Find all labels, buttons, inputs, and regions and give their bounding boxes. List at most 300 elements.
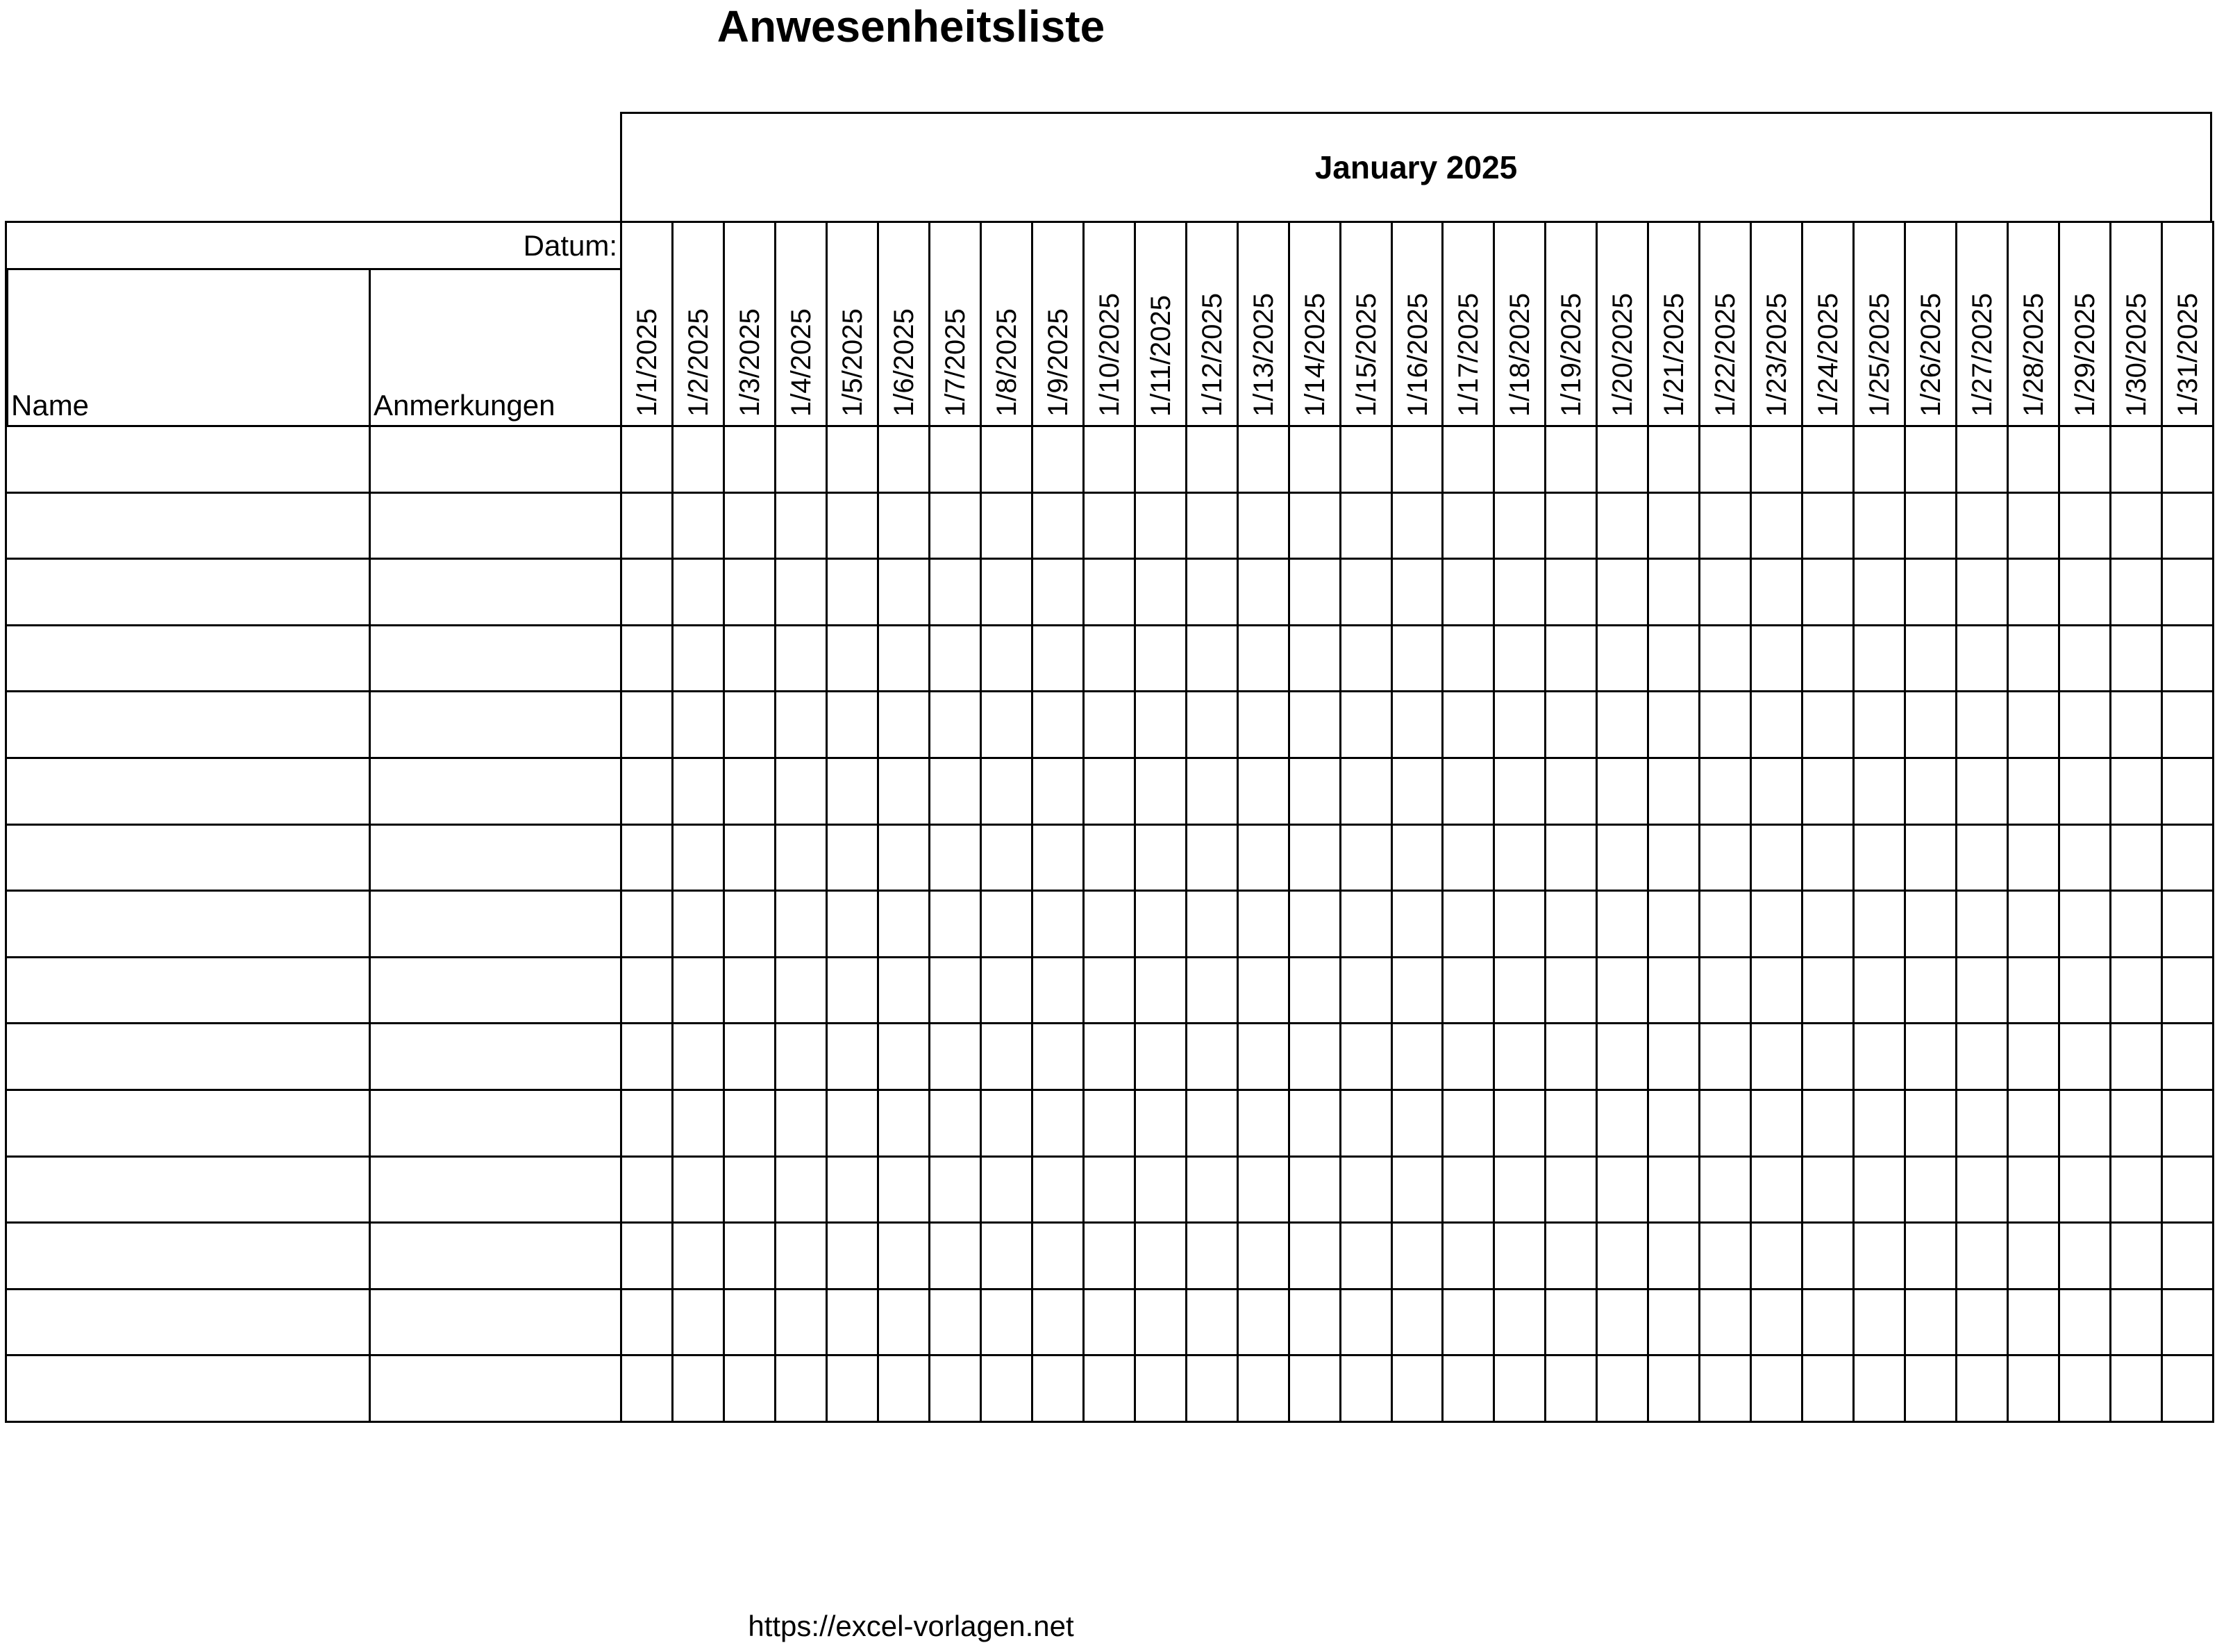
- attendance-cell[interactable]: [1391, 624, 1444, 693]
- attendance-cell[interactable]: [2007, 1354, 2060, 1423]
- attendance-cell[interactable]: [1288, 1221, 1341, 1290]
- attendance-cell[interactable]: [2058, 1089, 2111, 1158]
- attendance-cell[interactable]: [1391, 757, 1444, 826]
- attendance-cell[interactable]: [2109, 956, 2163, 1025]
- attendance-cell[interactable]: [877, 1354, 930, 1423]
- attendance-cell[interactable]: [1237, 890, 1290, 958]
- attendance-cell[interactable]: [1082, 1288, 1136, 1357]
- attendance-cell[interactable]: [723, 890, 776, 958]
- attendance-cell[interactable]: [1441, 956, 1495, 1025]
- attendance-cell[interactable]: [1596, 624, 1649, 693]
- attendance-cell[interactable]: [1955, 624, 2009, 693]
- notes-cell[interactable]: [369, 690, 622, 759]
- attendance-cell[interactable]: [1596, 1155, 1649, 1224]
- attendance-cell[interactable]: [1955, 1221, 2009, 1290]
- attendance-cell[interactable]: [1647, 1221, 1700, 1290]
- attendance-cell[interactable]: [1852, 956, 1906, 1025]
- attendance-cell[interactable]: [1391, 425, 1444, 494]
- attendance-cell[interactable]: [1288, 1354, 1341, 1423]
- attendance-cell[interactable]: [1647, 425, 1700, 494]
- notes-cell[interactable]: [369, 1221, 622, 1290]
- attendance-cell[interactable]: [2007, 492, 2060, 560]
- attendance-cell[interactable]: [1544, 1022, 1598, 1091]
- attendance-cell[interactable]: [1852, 757, 1906, 826]
- attendance-cell[interactable]: [1801, 757, 1855, 826]
- attendance-cell[interactable]: [2161, 824, 2214, 892]
- attendance-cell[interactable]: [1391, 558, 1444, 626]
- attendance-cell[interactable]: [877, 425, 930, 494]
- attendance-cell[interactable]: [1185, 1089, 1239, 1158]
- attendance-cell[interactable]: [877, 690, 930, 759]
- attendance-cell[interactable]: [774, 824, 828, 892]
- attendance-cell[interactable]: [877, 956, 930, 1025]
- attendance-cell[interactable]: [620, 956, 674, 1025]
- attendance-cell[interactable]: [877, 757, 930, 826]
- attendance-cell[interactable]: [2007, 624, 2060, 693]
- attendance-cell[interactable]: [1441, 558, 1495, 626]
- attendance-cell[interactable]: [980, 1288, 1033, 1357]
- attendance-cell[interactable]: [1185, 624, 1239, 693]
- attendance-cell[interactable]: [671, 1288, 725, 1357]
- attendance-cell[interactable]: [1288, 1288, 1341, 1357]
- attendance-cell[interactable]: [1288, 1022, 1341, 1091]
- attendance-cell[interactable]: [1237, 425, 1290, 494]
- attendance-cell[interactable]: [826, 425, 879, 494]
- attendance-cell[interactable]: [877, 1022, 930, 1091]
- attendance-cell[interactable]: [1698, 690, 1752, 759]
- attendance-cell[interactable]: [1441, 1288, 1495, 1357]
- attendance-cell[interactable]: [1339, 1288, 1393, 1357]
- attendance-cell[interactable]: [774, 1354, 828, 1423]
- attendance-cell[interactable]: [2007, 890, 2060, 958]
- attendance-cell[interactable]: [723, 1089, 776, 1158]
- attendance-cell[interactable]: [1134, 624, 1187, 693]
- attendance-cell[interactable]: [1596, 1221, 1649, 1290]
- attendance-cell[interactable]: [1185, 492, 1239, 560]
- attendance-cell[interactable]: [1391, 1354, 1444, 1423]
- attendance-cell[interactable]: [1441, 1221, 1495, 1290]
- attendance-cell[interactable]: [877, 492, 930, 560]
- attendance-cell[interactable]: [1391, 1221, 1444, 1290]
- attendance-cell[interactable]: [1288, 1089, 1341, 1158]
- attendance-cell[interactable]: [1852, 824, 1906, 892]
- attendance-cell[interactable]: [1134, 1354, 1187, 1423]
- attendance-cell[interactable]: [1801, 1288, 1855, 1357]
- attendance-cell[interactable]: [1441, 824, 1495, 892]
- attendance-cell[interactable]: [2161, 956, 2214, 1025]
- attendance-cell[interactable]: [1801, 1354, 1855, 1423]
- attendance-cell[interactable]: [1185, 757, 1239, 826]
- attendance-cell[interactable]: [1031, 1089, 1085, 1158]
- attendance-cell[interactable]: [774, 890, 828, 958]
- attendance-cell[interactable]: [2058, 824, 2111, 892]
- attendance-cell[interactable]: [1134, 956, 1187, 1025]
- attendance-cell[interactable]: [1493, 956, 1546, 1025]
- attendance-cell[interactable]: [671, 824, 725, 892]
- attendance-cell[interactable]: [1544, 425, 1598, 494]
- name-cell[interactable]: [5, 425, 371, 494]
- attendance-cell[interactable]: [1237, 824, 1290, 892]
- attendance-cell[interactable]: [1904, 690, 1957, 759]
- attendance-cell[interactable]: [2109, 558, 2163, 626]
- attendance-cell[interactable]: [1339, 757, 1393, 826]
- attendance-cell[interactable]: [671, 1354, 725, 1423]
- attendance-cell[interactable]: [980, 824, 1033, 892]
- attendance-cell[interactable]: [1031, 690, 1085, 759]
- attendance-cell[interactable]: [1288, 425, 1341, 494]
- attendance-cell[interactable]: [928, 1089, 982, 1158]
- attendance-cell[interactable]: [2109, 1089, 2163, 1158]
- attendance-cell[interactable]: [826, 1221, 879, 1290]
- attendance-cell[interactable]: [1134, 1022, 1187, 1091]
- notes-cell[interactable]: [369, 1288, 622, 1357]
- attendance-cell[interactable]: [1852, 1089, 1906, 1158]
- attendance-cell[interactable]: [671, 492, 725, 560]
- attendance-cell[interactable]: [1698, 890, 1752, 958]
- attendance-cell[interactable]: [1391, 492, 1444, 560]
- attendance-cell[interactable]: [1955, 425, 2009, 494]
- attendance-cell[interactable]: [2109, 624, 2163, 693]
- attendance-cell[interactable]: [620, 690, 674, 759]
- attendance-cell[interactable]: [1082, 1089, 1136, 1158]
- attendance-cell[interactable]: [1801, 558, 1855, 626]
- name-cell[interactable]: [5, 1221, 371, 1290]
- attendance-cell[interactable]: [723, 1221, 776, 1290]
- attendance-cell[interactable]: [723, 757, 776, 826]
- attendance-cell[interactable]: [774, 690, 828, 759]
- attendance-cell[interactable]: [1698, 956, 1752, 1025]
- attendance-cell[interactable]: [1339, 824, 1393, 892]
- notes-cell[interactable]: [369, 824, 622, 892]
- attendance-cell[interactable]: [1596, 1022, 1649, 1091]
- attendance-cell[interactable]: [928, 558, 982, 626]
- attendance-cell[interactable]: [928, 425, 982, 494]
- name-cell[interactable]: [5, 956, 371, 1025]
- attendance-cell[interactable]: [1237, 690, 1290, 759]
- attendance-cell[interactable]: [2109, 690, 2163, 759]
- attendance-cell[interactable]: [1288, 757, 1341, 826]
- attendance-cell[interactable]: [980, 1221, 1033, 1290]
- attendance-cell[interactable]: [1031, 1221, 1085, 1290]
- attendance-cell[interactable]: [928, 1288, 982, 1357]
- attendance-cell[interactable]: [2161, 425, 2214, 494]
- attendance-cell[interactable]: [723, 558, 776, 626]
- attendance-cell[interactable]: [2161, 757, 2214, 826]
- attendance-cell[interactable]: [1647, 1354, 1700, 1423]
- attendance-cell[interactable]: [980, 890, 1033, 958]
- attendance-cell[interactable]: [1596, 492, 1649, 560]
- attendance-cell[interactable]: [1801, 1022, 1855, 1091]
- attendance-cell[interactable]: [980, 425, 1033, 494]
- attendance-cell[interactable]: [1185, 1354, 1239, 1423]
- attendance-cell[interactable]: [1339, 1022, 1393, 1091]
- attendance-cell[interactable]: [723, 492, 776, 560]
- attendance-cell[interactable]: [826, 492, 879, 560]
- attendance-cell[interactable]: [1031, 1022, 1085, 1091]
- attendance-cell[interactable]: [671, 1022, 725, 1091]
- attendance-cell[interactable]: [1288, 492, 1341, 560]
- attendance-cell[interactable]: [2058, 425, 2111, 494]
- attendance-cell[interactable]: [1698, 757, 1752, 826]
- attendance-cell[interactable]: [2007, 956, 2060, 1025]
- attendance-cell[interactable]: [1955, 890, 2009, 958]
- attendance-cell[interactable]: [928, 757, 982, 826]
- attendance-cell[interactable]: [774, 425, 828, 494]
- attendance-cell[interactable]: [1441, 492, 1495, 560]
- attendance-cell[interactable]: [1852, 1288, 1906, 1357]
- name-cell[interactable]: [5, 890, 371, 958]
- attendance-cell[interactable]: [1955, 824, 2009, 892]
- attendance-cell[interactable]: [980, 624, 1033, 693]
- attendance-cell[interactable]: [1750, 757, 1803, 826]
- attendance-cell[interactable]: [928, 1155, 982, 1224]
- attendance-cell[interactable]: [877, 1288, 930, 1357]
- attendance-cell[interactable]: [980, 690, 1033, 759]
- attendance-cell[interactable]: [2161, 890, 2214, 958]
- attendance-cell[interactable]: [1441, 624, 1495, 693]
- attendance-cell[interactable]: [1544, 624, 1598, 693]
- attendance-cell[interactable]: [1904, 1288, 1957, 1357]
- attendance-cell[interactable]: [1185, 1155, 1239, 1224]
- attendance-cell[interactable]: [826, 890, 879, 958]
- attendance-cell[interactable]: [1493, 425, 1546, 494]
- attendance-cell[interactable]: [1082, 558, 1136, 626]
- attendance-cell[interactable]: [620, 1022, 674, 1091]
- attendance-cell[interactable]: [1441, 890, 1495, 958]
- attendance-cell[interactable]: [1955, 1155, 2009, 1224]
- attendance-cell[interactable]: [723, 425, 776, 494]
- attendance-cell[interactable]: [2007, 558, 2060, 626]
- attendance-cell[interactable]: [1698, 1022, 1752, 1091]
- attendance-cell[interactable]: [1082, 956, 1136, 1025]
- attendance-cell[interactable]: [1031, 624, 1085, 693]
- attendance-cell[interactable]: [1493, 757, 1546, 826]
- attendance-cell[interactable]: [1082, 757, 1136, 826]
- attendance-cell[interactable]: [620, 1089, 674, 1158]
- notes-cell[interactable]: [369, 492, 622, 560]
- attendance-cell[interactable]: [1698, 425, 1752, 494]
- attendance-cell[interactable]: [1647, 558, 1700, 626]
- attendance-cell[interactable]: [1955, 1089, 2009, 1158]
- attendance-cell[interactable]: [1852, 492, 1906, 560]
- attendance-cell[interactable]: [2109, 1022, 2163, 1091]
- attendance-cell[interactable]: [1750, 690, 1803, 759]
- attendance-cell[interactable]: [1698, 624, 1752, 693]
- attendance-cell[interactable]: [723, 1288, 776, 1357]
- attendance-cell[interactable]: [1904, 1022, 1957, 1091]
- attendance-cell[interactable]: [826, 1155, 879, 1224]
- attendance-cell[interactable]: [1031, 558, 1085, 626]
- attendance-cell[interactable]: [2058, 757, 2111, 826]
- attendance-cell[interactable]: [1339, 1155, 1393, 1224]
- attendance-cell[interactable]: [1391, 690, 1444, 759]
- attendance-cell[interactable]: [1904, 757, 1957, 826]
- attendance-cell[interactable]: [1750, 425, 1803, 494]
- attendance-cell[interactable]: [1698, 558, 1752, 626]
- name-cell[interactable]: [5, 1354, 371, 1423]
- attendance-cell[interactable]: [2007, 690, 2060, 759]
- attendance-cell[interactable]: [1955, 956, 2009, 1025]
- attendance-cell[interactable]: [1698, 492, 1752, 560]
- attendance-cell[interactable]: [928, 624, 982, 693]
- attendance-cell[interactable]: [1647, 1022, 1700, 1091]
- attendance-cell[interactable]: [723, 1354, 776, 1423]
- attendance-cell[interactable]: [1904, 558, 1957, 626]
- attendance-cell[interactable]: [1339, 492, 1393, 560]
- attendance-cell[interactable]: [1801, 624, 1855, 693]
- attendance-cell[interactable]: [1647, 624, 1700, 693]
- attendance-cell[interactable]: [826, 1354, 879, 1423]
- attendance-cell[interactable]: [1904, 890, 1957, 958]
- attendance-cell[interactable]: [1441, 425, 1495, 494]
- attendance-cell[interactable]: [2161, 624, 2214, 693]
- attendance-cell[interactable]: [620, 624, 674, 693]
- attendance-cell[interactable]: [1750, 824, 1803, 892]
- attendance-cell[interactable]: [877, 890, 930, 958]
- attendance-cell[interactable]: [1647, 1288, 1700, 1357]
- attendance-cell[interactable]: [826, 956, 879, 1025]
- attendance-cell[interactable]: [1955, 757, 2009, 826]
- attendance-cell[interactable]: [2007, 1288, 2060, 1357]
- attendance-cell[interactable]: [1801, 824, 1855, 892]
- attendance-cell[interactable]: [1237, 558, 1290, 626]
- attendance-cell[interactable]: [620, 890, 674, 958]
- attendance-cell[interactable]: [1339, 624, 1393, 693]
- attendance-cell[interactable]: [1493, 690, 1546, 759]
- attendance-cell[interactable]: [2058, 624, 2111, 693]
- attendance-cell[interactable]: [1647, 492, 1700, 560]
- attendance-cell[interactable]: [2058, 1155, 2111, 1224]
- attendance-cell[interactable]: [1544, 1089, 1598, 1158]
- attendance-cell[interactable]: [1082, 890, 1136, 958]
- attendance-cell[interactable]: [2109, 890, 2163, 958]
- attendance-cell[interactable]: [1647, 1155, 1700, 1224]
- attendance-cell[interactable]: [1185, 558, 1239, 626]
- attendance-cell[interactable]: [1185, 890, 1239, 958]
- attendance-cell[interactable]: [1904, 1089, 1957, 1158]
- attendance-cell[interactable]: [2109, 492, 2163, 560]
- attendance-cell[interactable]: [1647, 690, 1700, 759]
- attendance-cell[interactable]: [1955, 1022, 2009, 1091]
- notes-cell[interactable]: [369, 1354, 622, 1423]
- attendance-cell[interactable]: [620, 1288, 674, 1357]
- attendance-cell[interactable]: [1750, 1089, 1803, 1158]
- attendance-cell[interactable]: [928, 956, 982, 1025]
- attendance-cell[interactable]: [1134, 1155, 1187, 1224]
- attendance-cell[interactable]: [1237, 1022, 1290, 1091]
- attendance-cell[interactable]: [1339, 1089, 1393, 1158]
- attendance-cell[interactable]: [1904, 492, 1957, 560]
- attendance-cell[interactable]: [877, 558, 930, 626]
- attendance-cell[interactable]: [1391, 1089, 1444, 1158]
- attendance-cell[interactable]: [1237, 1221, 1290, 1290]
- attendance-cell[interactable]: [826, 757, 879, 826]
- attendance-cell[interactable]: [1493, 624, 1546, 693]
- name-cell[interactable]: [5, 624, 371, 693]
- attendance-cell[interactable]: [620, 558, 674, 626]
- attendance-cell[interactable]: [1904, 1155, 1957, 1224]
- attendance-cell[interactable]: [1904, 824, 1957, 892]
- attendance-cell[interactable]: [2058, 558, 2111, 626]
- attendance-cell[interactable]: [2161, 1022, 2214, 1091]
- attendance-cell[interactable]: [1596, 558, 1649, 626]
- attendance-cell[interactable]: [1031, 1354, 1085, 1423]
- attendance-cell[interactable]: [1750, 1155, 1803, 1224]
- attendance-cell[interactable]: [1134, 492, 1187, 560]
- attendance-cell[interactable]: [1134, 757, 1187, 826]
- attendance-cell[interactable]: [774, 1221, 828, 1290]
- attendance-cell[interactable]: [877, 1089, 930, 1158]
- attendance-cell[interactable]: [1596, 757, 1649, 826]
- attendance-cell[interactable]: [826, 1288, 879, 1357]
- attendance-cell[interactable]: [1852, 425, 1906, 494]
- attendance-cell[interactable]: [671, 690, 725, 759]
- attendance-cell[interactable]: [928, 824, 982, 892]
- datum-label[interactable]: Datum:: [5, 221, 622, 270]
- attendance-cell[interactable]: [1339, 1354, 1393, 1423]
- attendance-cell[interactable]: [1441, 1155, 1495, 1224]
- footer-link[interactable]: https://excel-vorlagen.net: [748, 1610, 1074, 1642]
- attendance-cell[interactable]: [1904, 425, 1957, 494]
- attendance-cell[interactable]: [928, 690, 982, 759]
- attendance-cell[interactable]: [1852, 624, 1906, 693]
- attendance-cell[interactable]: [620, 492, 674, 560]
- attendance-cell[interactable]: [1237, 757, 1290, 826]
- attendance-cell[interactable]: [2161, 1155, 2214, 1224]
- attendance-cell[interactable]: [1237, 492, 1290, 560]
- attendance-cell[interactable]: [980, 1354, 1033, 1423]
- attendance-cell[interactable]: [2007, 425, 2060, 494]
- attendance-cell[interactable]: [1544, 1354, 1598, 1423]
- attendance-cell[interactable]: [1596, 690, 1649, 759]
- attendance-cell[interactable]: [1134, 824, 1187, 892]
- attendance-cell[interactable]: [774, 956, 828, 1025]
- attendance-cell[interactable]: [877, 1155, 930, 1224]
- name-cell[interactable]: [5, 1089, 371, 1158]
- attendance-cell[interactable]: [1134, 425, 1187, 494]
- attendance-cell[interactable]: [1185, 425, 1239, 494]
- attendance-cell[interactable]: [671, 558, 725, 626]
- attendance-cell[interactable]: [1391, 1155, 1444, 1224]
- name-cell[interactable]: [5, 492, 371, 560]
- attendance-cell[interactable]: [1134, 558, 1187, 626]
- attendance-cell[interactable]: [1237, 624, 1290, 693]
- attendance-cell[interactable]: [1750, 558, 1803, 626]
- attendance-cell[interactable]: [1441, 690, 1495, 759]
- attendance-cell[interactable]: [1698, 1221, 1752, 1290]
- notes-cell[interactable]: [369, 558, 622, 626]
- attendance-cell[interactable]: [671, 1089, 725, 1158]
- attendance-cell[interactable]: [1955, 558, 2009, 626]
- attendance-cell[interactable]: [1134, 690, 1187, 759]
- attendance-cell[interactable]: [2058, 1354, 2111, 1423]
- notes-cell[interactable]: [369, 1089, 622, 1158]
- attendance-cell[interactable]: [1544, 757, 1598, 826]
- attendance-cell[interactable]: [1031, 425, 1085, 494]
- attendance-cell[interactable]: [1750, 1022, 1803, 1091]
- attendance-cell[interactable]: [826, 624, 879, 693]
- attendance-cell[interactable]: [620, 757, 674, 826]
- attendance-cell[interactable]: [2007, 757, 2060, 826]
- attendance-cell[interactable]: [671, 1155, 725, 1224]
- attendance-cell[interactable]: [877, 824, 930, 892]
- attendance-cell[interactable]: [1339, 956, 1393, 1025]
- attendance-cell[interactable]: [1493, 824, 1546, 892]
- attendance-cell[interactable]: [1185, 1221, 1239, 1290]
- attendance-cell[interactable]: [620, 425, 674, 494]
- attendance-cell[interactable]: [2161, 1288, 2214, 1357]
- attendance-cell[interactable]: [2058, 492, 2111, 560]
